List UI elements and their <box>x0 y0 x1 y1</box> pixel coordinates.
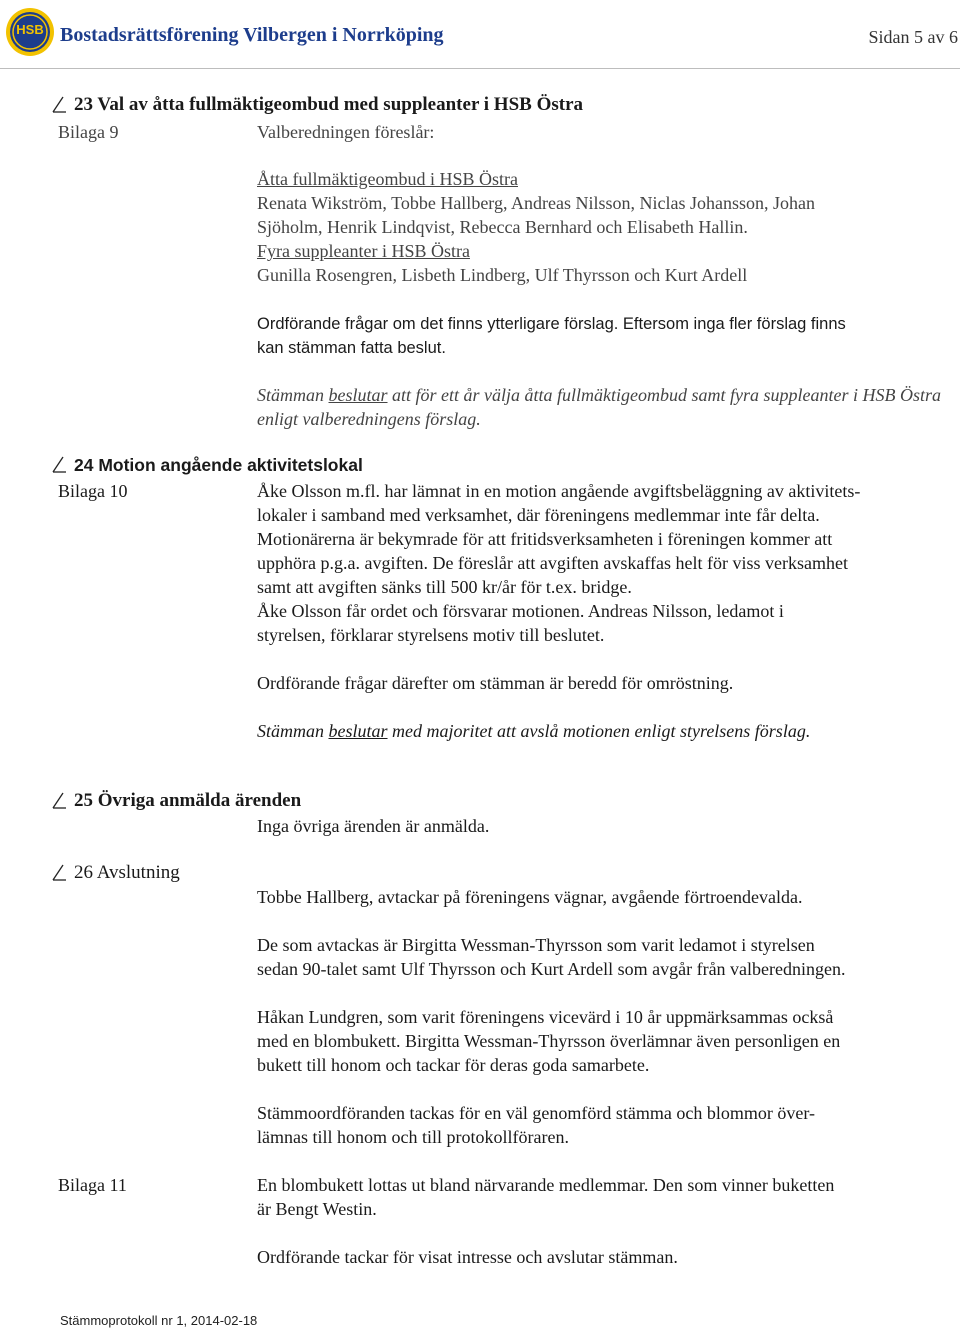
bilaga-10-label: Bilaga 10 <box>58 481 128 501</box>
section-24-body-line: samt att avgiften sänks till 500 kr/år för t.ex. bridge. <box>257 577 632 597</box>
section-23-heading: 23 Val av åtta fullmäktigeombud med suppleanter i HSB Östra <box>74 94 584 115</box>
section-23-decision: Stämman beslutar att för ett år välja åtta fullmäktigeombud samt fyra suppleanter i HSB Östra <box>257 385 941 405</box>
hsb-logo-text: HSB <box>16 22 44 37</box>
section-25-heading: 25 Övriga anmälda ärenden <box>74 790 302 811</box>
suppleanter-subheading: Fyra suppleanter i HSB Östra <box>257 241 470 261</box>
section-26-paragraph-line: sedan 90-talet samt Ulf Thyrsson och Kurt Ardell som avgår från valberedningen. <box>257 959 846 979</box>
section-26-paragraph-line: bukett till honom och tackar för deras goda samarbete. <box>257 1055 650 1075</box>
section-26-paragraph: Tobbe Hallberg, avtackar på föreningens vägnar, avgående förtroendevalda. <box>257 887 803 907</box>
section-23-intro: Valberedningen föreslår: <box>257 122 435 142</box>
section-26-paragraph-line: med en blombukett. Birgitta Wessman-Thyrsson överlämnar även personligen en <box>257 1031 841 1051</box>
section-24-ask: Ordförande frågar därefter om stämman är beredd för omröstning. <box>257 673 734 693</box>
section-24-body-line: lokaler i samband med verksamhet, där föreningens medlemmar inte får delta. <box>257 505 820 525</box>
section-marker-icon <box>50 454 68 474</box>
section-marker-icon <box>50 862 68 882</box>
bilaga-11-label: Bilaga 11 <box>58 1175 127 1195</box>
section-24-heading: 24 Motion angående aktivitetslokal <box>74 455 363 475</box>
fullmaktige-names-line: Renata Wikström, Tobbe Hallberg, Andreas Nilsson, Niclas Johansson, Johan <box>257 193 815 213</box>
section-26-paragraph-line: Håkan Lundgren, som varit föreningens vicevärd i 10 år uppmärksammas också <box>257 1007 834 1027</box>
suppleanter-names: Gunilla Rosengren, Lisbeth Lindberg, Ulf Thyrsson och Kurt Ardell <box>257 265 748 285</box>
section-26-paragraph-line: är Bengt Westin. <box>257 1199 377 1219</box>
section-26-paragraph-line: En blombukett lottas ut bland närvarande medlemmar. Den som vinner buketten <box>257 1175 835 1195</box>
section-24-body-line: Åke Olsson m.fl. har lämnat in en motion angående avgiftsbeläggning av aktivitets- <box>257 481 861 501</box>
page-number: Sidan 5 av 6 <box>868 27 958 47</box>
section-23-decision-cont: enligt valberedningens förslag. <box>257 409 481 429</box>
section-23-ask-line: Ordförande frågar om det finns ytterligare förslag. Eftersom inga fler förslag finns <box>257 315 846 333</box>
section-26-paragraph-line: De som avtackas är Birgitta Wessman-Thyrsson som varit ledamot i styrelsen <box>257 935 815 955</box>
document-title: Bostadsrättsförening Vilbergen i Norrköping <box>60 24 444 46</box>
page-footer: Stämmoprotokoll nr 1, 2014-02-18 <box>60 1313 258 1328</box>
section-24-body-line: upphöra p.g.a. avgiften. De föreslår att avgiften avskaffas helt för viss verksamhet <box>257 553 848 573</box>
section-24-body-line: styrelsen, förklarar styrelsens motiv till beslutet. <box>257 625 605 645</box>
fullmaktige-subheading: Åtta fullmäktigeombud i HSB Östra <box>257 169 518 189</box>
section-26-closing: Ordförande tackar för visat intresse och avslutar stämman. <box>257 1247 678 1267</box>
section-24-body-line: Motionärerna är bekymrade för att fritidsverksamheten i föreningen kommer att <box>257 529 833 549</box>
section-26-paragraph-line: lämnas till honom och till protokollföraren. <box>257 1127 569 1147</box>
section-24-decision: Stämman beslutar med majoritet att avslå motionen enligt styrelsens förslag. <box>257 721 811 741</box>
section-24-body-line: Åke Olsson får ordet och försvarar motionen. Andreas Nilsson, ledamot i <box>257 601 784 621</box>
section-marker-icon <box>50 790 68 810</box>
section-23-ask-line: kan stämman fatta beslut. <box>257 339 446 357</box>
section-25-body: Inga övriga ärenden är anmälda. <box>257 816 490 836</box>
section-26-heading: 26 Avslutning <box>74 862 180 883</box>
bilaga-9-label: Bilaga 9 <box>58 122 119 142</box>
section-26-paragraph-line: Stämmoordföranden tackas för en väl genomförd stämma och blommor över- <box>257 1103 815 1123</box>
fullmaktige-names-line: Sjöholm, Henrik Lindqvist, Rebecca Bernhard och Elisabeth Hallin. <box>257 217 748 237</box>
header-divider <box>0 68 960 69</box>
section-marker-icon <box>50 94 68 114</box>
